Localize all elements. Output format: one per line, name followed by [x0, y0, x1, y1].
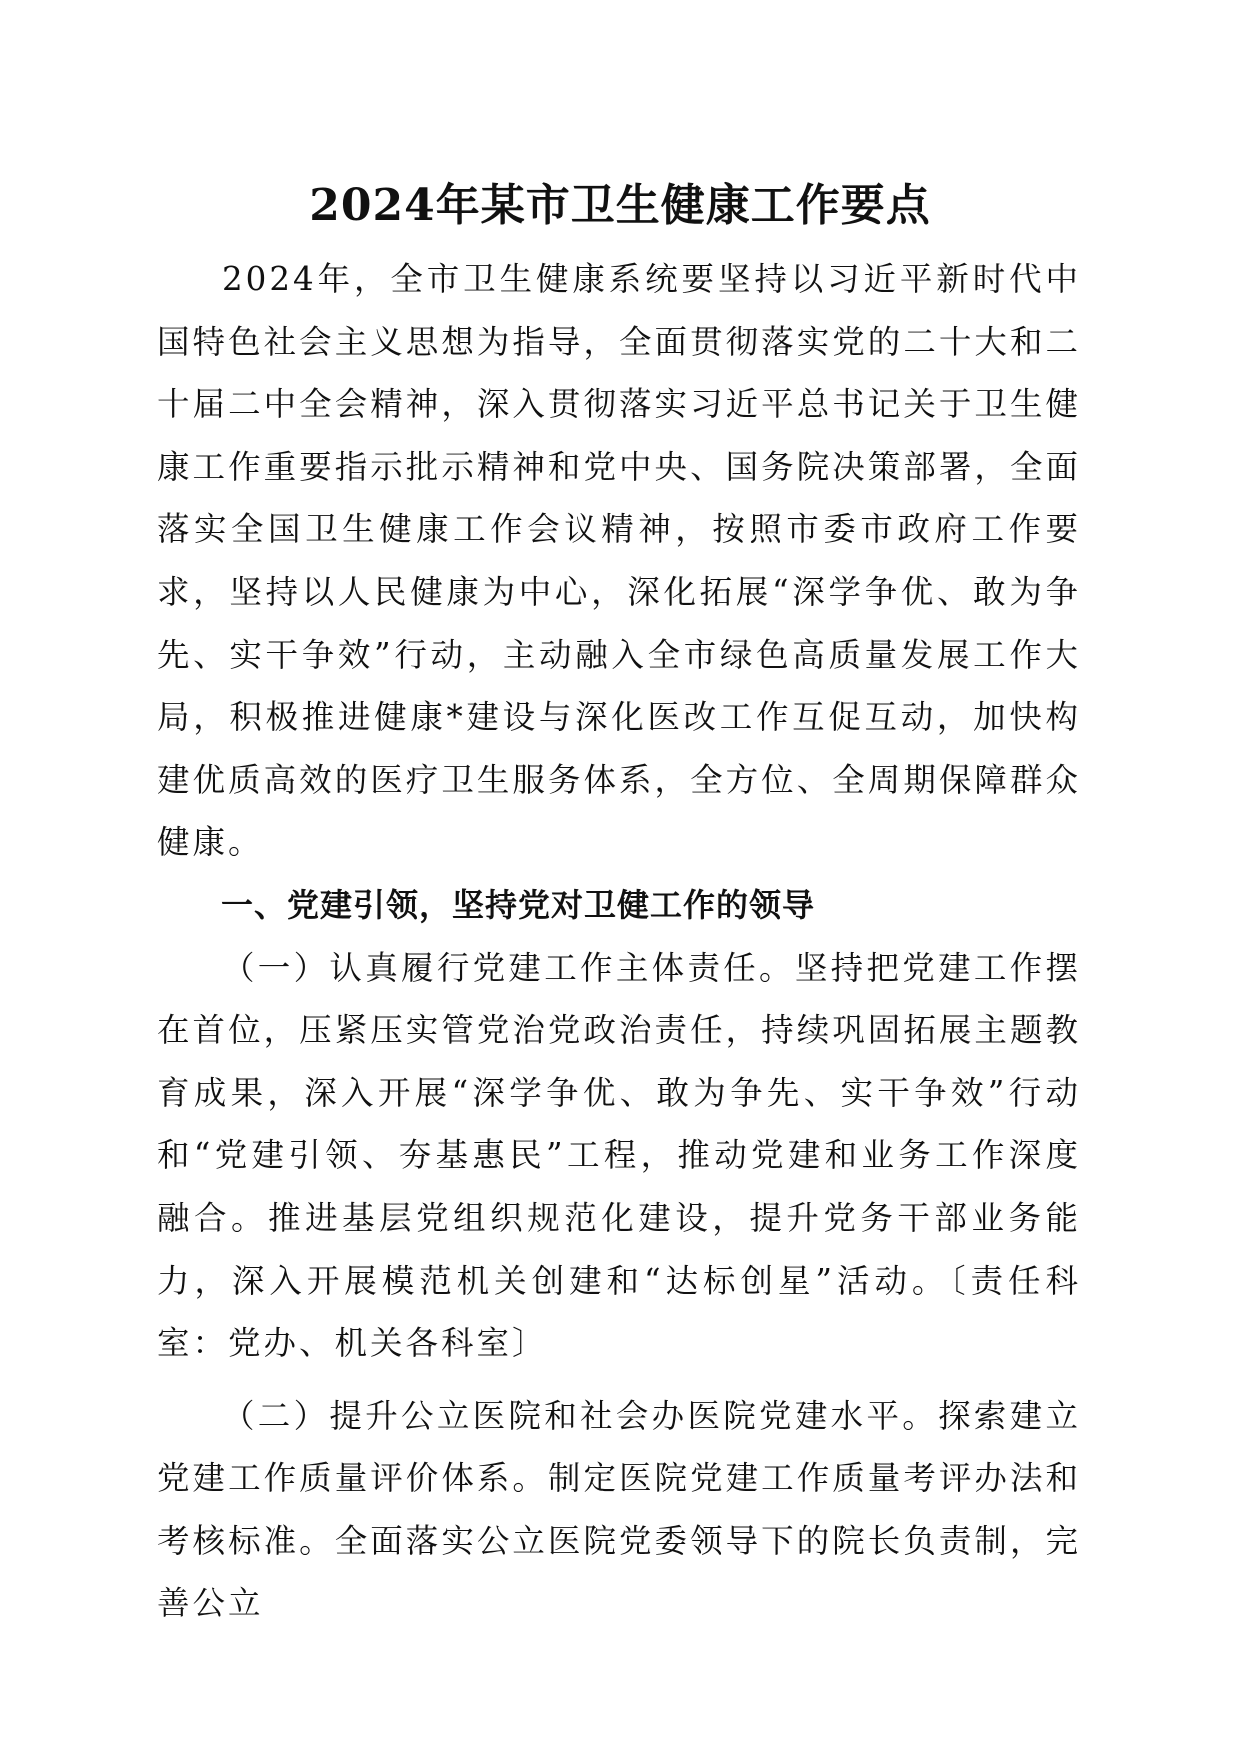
- section-item-1: （一）认真履行党建工作主体责任。坚持把党建工作摆在首位，压紧压实管党治党政治责任，持续巩固拓展主题教育成果，深入开展“深学争优、敢为争先、实干争效”行动和“党建引领、夯基惠民”工程，推动党建和业务工作深度融合。推进基层党组织规范化建设，提升党务干部业务能力，深入开展模范机关创建和“达标创星”活动。〔责任科室：党办、机关各科室〕: [157, 948, 1081, 1363]
- section-heading: 一、党建引领，坚持党对卫健工作的领导: [221, 885, 816, 924]
- document-body: [157, 248, 1081, 1635]
- intro-paragraph: 2024年，全市卫生健康系统要坚持以习近平新时代中国特色社会主义思想为指导，全面贯彻落实党的二十大和二十届二中全会精神，深入贯彻落实习近平总书记关于卫生健康工作重要指示批示精神和党中央、国务院决策部署，全面落实全国卫生健康工作会议精神，按照市委市政府工作要求，坚持以人民健康为中心，深化拓展“深学争优、敢为争先、实干争效”行动，主动融入全市绿色高质量发展工作大局，积极推进健康*建设与深化医改工作互促互动，加快构建优质高效的医疗卫生服务体系，全方位、全周期保障群众健康。: [157, 260, 1081, 862]
- section-item-2: （二）提升公立医院和社会办医院党建水平。探索建立党建工作质量评价体系。制定医院党建工作质量考评办法和考核标准。全面落实公立医院党委领导下的院长负责制，完善公立: [157, 1396, 1081, 1623]
- document-title: 2024年某市卫生健康工作要点: [309, 180, 931, 231]
